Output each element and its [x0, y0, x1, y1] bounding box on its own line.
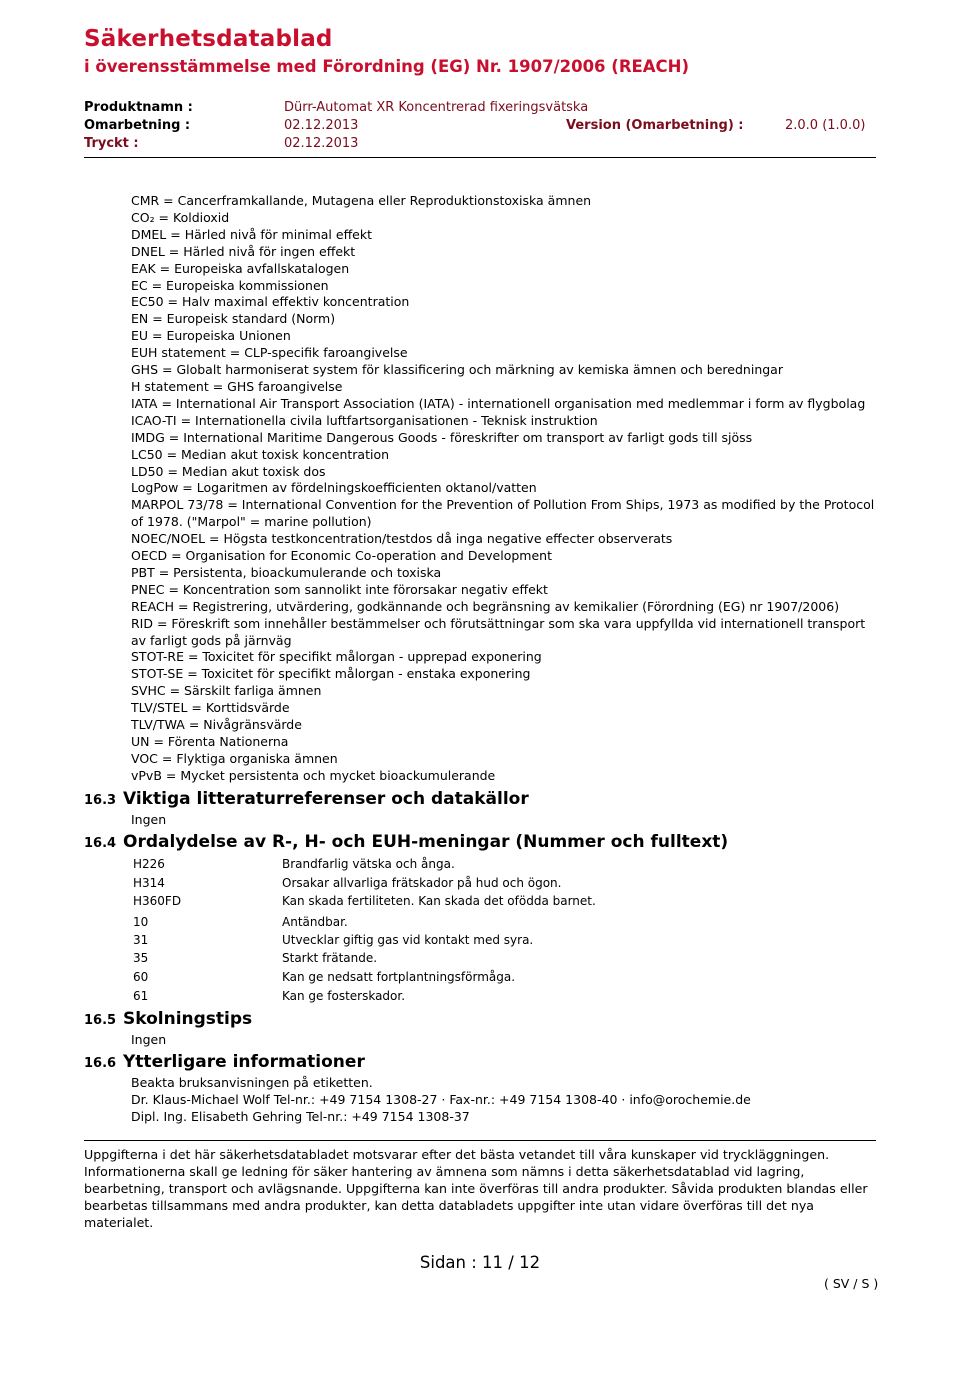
abbreviation-item: LogPow = Logaritmen av fördelningskoefficienten oktanol/vatten: [131, 480, 537, 496]
abbreviation-item: STOT-SE = Toxicitet för specifikt målorgan - enstaka exponering: [131, 666, 531, 682]
section-title: Skolningstips: [123, 1009, 253, 1029]
section-title: Ordalydelse av R-, H- och EUH-meningar (Nummer och fulltext): [123, 832, 729, 852]
revision-label: Omarbetning :: [84, 118, 191, 133]
phrase-text: Kan skada fertiliteten. Kan skada det ofödda barnet.: [282, 894, 596, 908]
abbreviation-item: OECD = Organisation for Economic Co-operation and Development: [131, 548, 552, 564]
section-number: 16.5: [84, 1013, 117, 1028]
section-title: Viktiga litteraturreferenser och datakällor: [123, 789, 529, 809]
abbreviation-item: DNEL = Härled nivå för ingen effekt: [131, 243, 356, 259]
phrase-code: 60: [133, 970, 149, 984]
info-line: Beakta bruksanvisningen på etiketten.: [131, 1075, 373, 1090]
phrase-code: 61: [133, 989, 149, 1003]
abbreviation-item: CO₂ = Koldioxid: [131, 209, 230, 225]
page-number: Sidan : 11 / 12: [419, 1253, 541, 1272]
abbreviation-item: DMEL = Härled nivå för minimal effekt: [131, 226, 373, 242]
phrase-code: H360FD: [133, 894, 182, 908]
abbreviation-item: ICAO-TI = Internationella civila luftfartsorganisationen - Teknisk instruktion: [131, 412, 598, 428]
abbreviation-item: IATA = International Air Transport Association (IATA) - internationell organisation med medlemmar i form av flygbolag: [131, 395, 866, 411]
revision-value: 02.12.2013: [284, 118, 359, 133]
document-subtitle: i överensstämmelse med Förordning (EG) Nr. 1907/2006 (REACH): [84, 57, 690, 76]
abbreviation-item: MARPOL 73/78 = International Convention for the Prevention of Pollution From Ships, 1973 as modified by the Protocol of 1978. ("Marpol" = marine pollution): [131, 497, 875, 530]
abbreviation-item: EN = Europeisk standard (Norm): [131, 311, 336, 327]
section-text: Ingen: [131, 1032, 167, 1047]
version-label: Version (Omarbetning) :: [566, 118, 744, 133]
abbreviation-item: LC50 = Median akut toxisk koncentration: [131, 446, 390, 462]
footer-disclaimer: Uppgifterna i det här säkerhetsdatabladet motsvarar efter det bästa vetandet till våra kunskaper vid tryckläggningen. Informationerna skall ge ledning för säker hantering av ämnena som nämns i detta säkerhetsdatablad vid lagring, bearbetning, transport och avlägsnande. Uppgifterna kan inte överföras till andra produkter. Såvida produkten blandas eller bearbetas tillsammans med andra produkter, kan detta databladets uppgifter inte utan vidare överföras till det nya materialet.: [84, 1147, 868, 1230]
abbreviation-item: PNEC = Koncentration som sannolikt inte förorsakar negativ effekt: [131, 581, 548, 597]
phrase-text: Kan ge fosterskador.: [282, 989, 406, 1003]
phrase-code: 10: [133, 915, 149, 929]
phrase-code: H226: [133, 857, 165, 871]
phrase-text: Brandfarlig vätska och ånga.: [282, 857, 455, 871]
abbreviation-item: vPvB = Mycket persistenta och mycket bioackumulerande: [131, 767, 496, 783]
section-number: 16.6: [84, 1056, 117, 1071]
abbreviation-item: RID = Föreskrift som innehåller bestämmelser och förutsättningar som ska vara uppfyllda vid internationell transport av farligt gods på järnväg: [131, 615, 866, 648]
abbreviation-item: CMR = Cancerframkallande, Mutagena eller Reproduktionstoxiska ämnen: [131, 193, 592, 208]
abbreviation-item: EUH statement = CLP-specifik faroangivelse: [131, 345, 408, 361]
abbreviation-item: EC = Europeiska kommissionen: [131, 277, 329, 293]
abbreviation-item: STOT-RE = Toxicitet för specifikt målorgan - upprepad exponering: [131, 649, 542, 665]
abbreviation-list: [131, 193, 876, 785]
header-divider: [84, 157, 876, 158]
version-value: 2.0.0 (1.0.0): [785, 118, 866, 133]
abbreviation-item: GHS = Globalt harmoniserat system för klassificering och märkning av kemiska ämnen och beredningar: [131, 362, 783, 378]
phrase-text: Starkt frätande.: [282, 951, 378, 965]
contact-line: Dipl. Ing. Elisabeth Gehring Tel-nr.: +49 7154 1308-37: [131, 1109, 470, 1124]
abbreviation-item: SVHC = Särskilt farliga ämnen: [131, 683, 322, 699]
abbreviation-item: VOC = Flyktiga organiska ämnen: [131, 750, 338, 766]
abbreviation-item: TLV/STEL = Korttidsvärde: [131, 700, 290, 716]
document-title: Säkerhetsdatablad: [84, 26, 333, 52]
print-value: 02.12.2013: [284, 136, 359, 151]
product-value: Dürr-Automat XR Koncentrerad fixeringsvätska: [284, 100, 589, 115]
language-code: ( SV / S ): [824, 1276, 879, 1291]
abbreviation-item: LD50 = Median akut toxisk dos: [131, 463, 326, 479]
phrase-code: 35: [133, 951, 149, 965]
abbreviation-item: REACH = Registrering, utvärdering, godkännande och begränsning av kemikalier (Förordning (EG) nr 1907/2006): [131, 598, 840, 614]
phrase-text: Kan ge nedsatt fortplantningsförmåga.: [282, 970, 516, 984]
abbreviation-item: IMDG = International Maritime Dangerous Goods - föreskrifter om transport av farligt gods till sjöss: [131, 429, 753, 445]
section-title: Ytterligare informationer: [123, 1052, 365, 1072]
phrase-text: Orsakar allvarliga frätskador på hud och ögon.: [282, 876, 562, 890]
abbreviation-item: UN = Förenta Nationerna: [131, 734, 289, 749]
abbreviation-item: TLV/TWA = Nivågränsvärde: [131, 717, 302, 733]
footer-divider: [84, 1140, 876, 1141]
product-label: Produktnamn :: [84, 100, 193, 115]
abbreviation-item: NOEC/NOEL = Högsta testkoncentration/testdos då inga negative effecter observerats: [131, 531, 673, 547]
abbreviation-item: EC50 = Halv maximal effektiv koncentration: [131, 294, 410, 310]
phrase-code: 31: [133, 933, 149, 947]
abbreviation-item: EAK = Europeiska avfallskatalogen: [131, 260, 350, 276]
abbreviation-item: H statement = GHS faroangivelse: [131, 378, 343, 394]
section-number: 16.3: [84, 793, 117, 808]
section-number: 16.4: [84, 836, 117, 851]
section-text: Ingen: [131, 812, 167, 827]
phrase-text: Antändbar.: [282, 915, 348, 929]
abbreviation-item: PBT = Persistenta, bioackumulerande och toxiska: [131, 564, 442, 580]
phrase-code: H314: [133, 876, 165, 890]
contact-line: Dr. Klaus-Michael Wolf Tel-nr.: +49 7154 1308-27 · Fax-nr.: +49 7154 1308-40 · info@orochemie.de: [131, 1092, 751, 1107]
print-label: Tryckt :: [84, 136, 139, 151]
abbreviation-item: EU = Europeiska Unionen: [131, 328, 291, 344]
phrase-text: Utvecklar giftig gas vid kontakt med syra.: [282, 933, 534, 947]
